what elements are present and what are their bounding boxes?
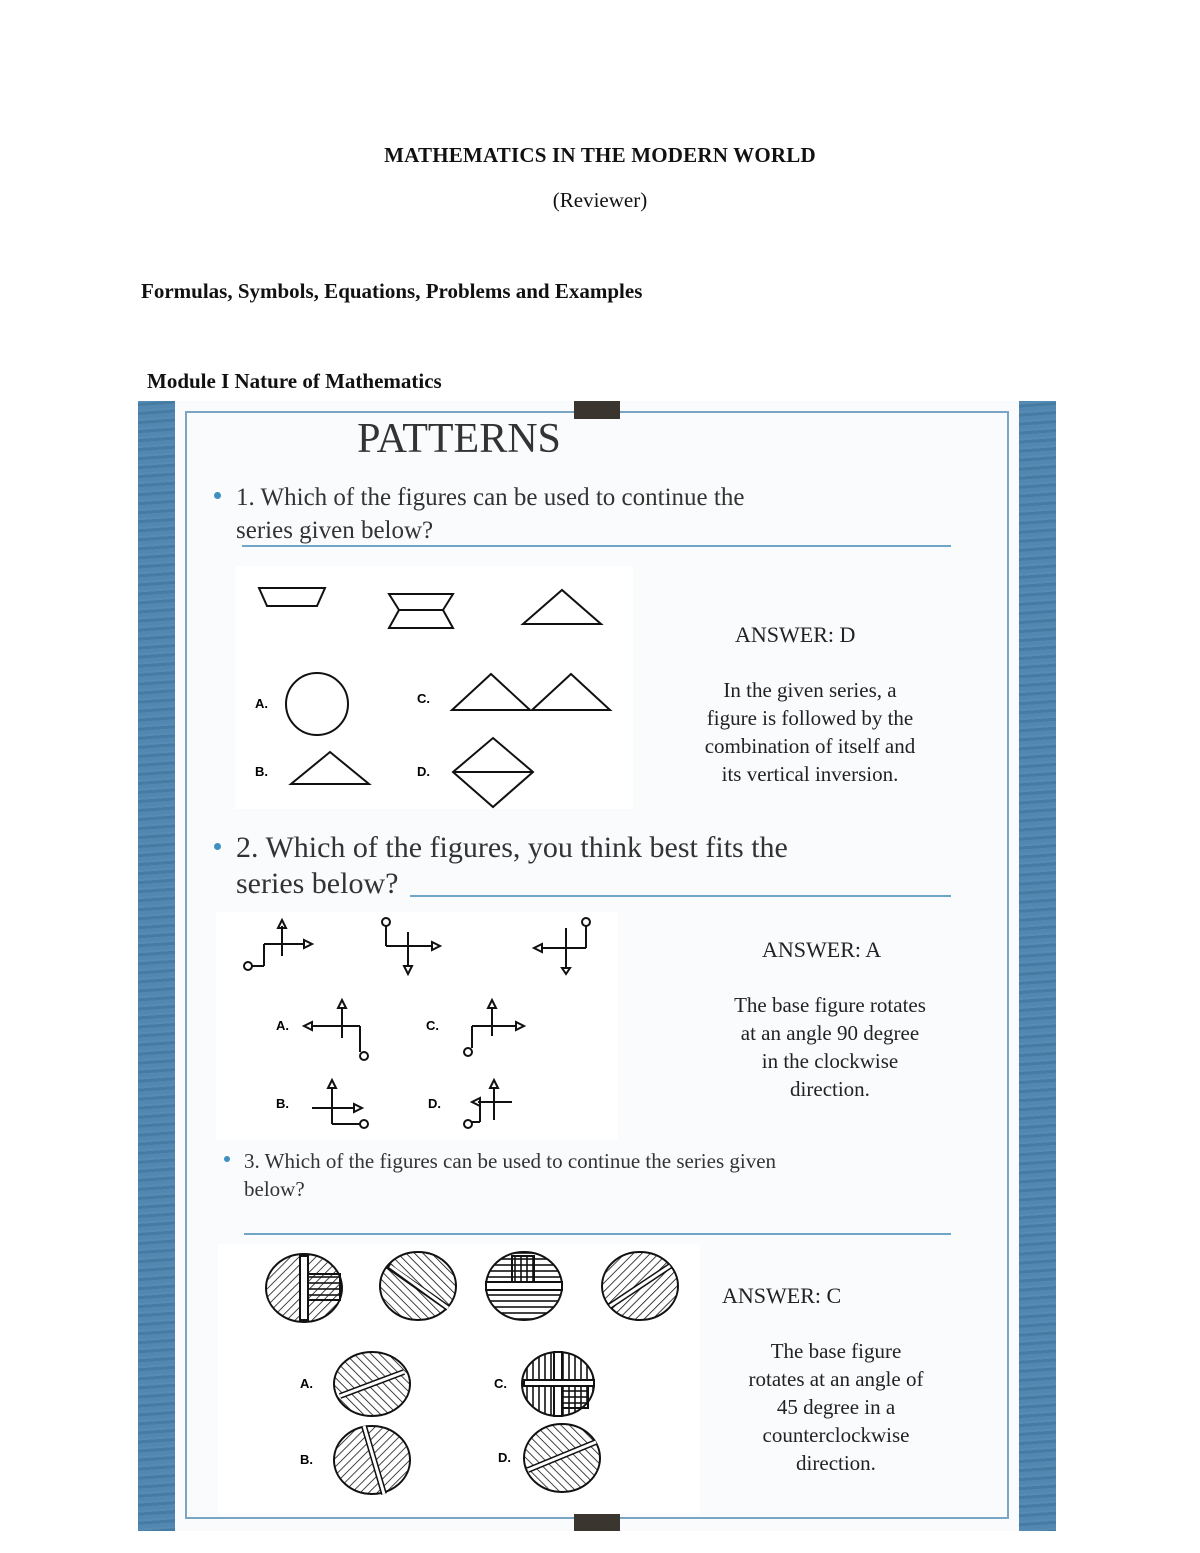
explanation-line: The base figure rotates	[734, 993, 926, 1017]
question-1-line-1: 1. Which of the figures can be used to continue the	[236, 484, 745, 511]
option-c-symbol	[464, 1000, 524, 1056]
explanation-line: The base figure	[770, 1339, 902, 1363]
question-1-line-2: series given below?	[236, 517, 434, 544]
hatched-circle-option-b	[334, 1426, 410, 1494]
binder-clip-bottom	[574, 1513, 620, 1531]
option-c-label: C.	[417, 691, 430, 706]
option-a-label: A.	[300, 1376, 313, 1391]
bullet-dot	[214, 843, 221, 850]
option-b-label: B.	[255, 764, 268, 779]
question-3-line-1: 3. Which of the figures can be used to continue the series given	[244, 1149, 777, 1173]
rotating-symbol-2	[382, 918, 440, 974]
module-heading: Module I Nature of Mathematics	[147, 369, 442, 393]
question-3-explanation	[706, 1337, 966, 1477]
double-triangle-option-c	[452, 674, 530, 710]
hatched-circle-option-a	[334, 1352, 410, 1416]
question-3-line-2: below?	[244, 1177, 305, 1201]
option-c-label: C.	[426, 1018, 439, 1033]
explanation-line: 45 degree in a	[776, 1395, 896, 1419]
option-a-label: A.	[276, 1018, 289, 1033]
option-b-symbol	[312, 1080, 368, 1128]
question-2-figure	[216, 912, 618, 1140]
explanation-line: In the given series, a	[723, 678, 897, 702]
trapezoid-shape	[259, 588, 325, 606]
question-3-rule	[244, 1233, 951, 1235]
explanation-line: counterclockwise	[762, 1423, 910, 1447]
explanation-line: its vertical inversion.	[721, 762, 899, 786]
question-3-figure	[218, 1244, 700, 1514]
doc-subtitle: (Reviewer)	[552, 188, 648, 212]
hatched-circle-3	[486, 1252, 562, 1320]
explanation-line: rotates at an angle of	[748, 1367, 924, 1391]
question-1-rule	[242, 545, 951, 547]
doc-title: MATHEMATICS IN THE MODERN WORLD	[384, 143, 816, 167]
question-2-answer: ANSWER: A	[762, 937, 882, 962]
question-2-line-2: series below?	[236, 867, 399, 900]
question-1-explanation	[658, 676, 962, 788]
question-2-line-1: 2. Which of the figures, you think best fits the	[236, 831, 788, 864]
option-b-label: B.	[300, 1452, 313, 1467]
explanation-line: in the clockwise	[761, 1049, 899, 1073]
question-1-answer: ANSWER: D	[735, 622, 856, 647]
explanation-line: at an angle 90 degree	[740, 1021, 920, 1045]
section-heading: Formulas, Symbols, Equations, Problems and Examples	[141, 279, 643, 303]
hatched-circle-4	[602, 1252, 678, 1320]
option-d-label: D.	[428, 1096, 441, 1111]
explanation-line: figure is followed by the	[706, 706, 914, 730]
option-a-symbol	[304, 1000, 368, 1060]
circle-option-a	[286, 673, 348, 735]
explanation-line: direction.	[796, 1451, 876, 1475]
slide-title: PATTERNS	[357, 416, 561, 462]
triangle-option-b	[291, 752, 369, 784]
option-c-label: C.	[494, 1376, 507, 1391]
option-d-label: D.	[498, 1450, 511, 1465]
option-d-symbol	[464, 1080, 512, 1128]
question-2-explanation	[680, 991, 980, 1103]
hatched-circle-option-d	[524, 1424, 600, 1492]
bullet-dot	[224, 1156, 230, 1162]
option-a-label: A.	[255, 696, 268, 711]
hatched-circle-1	[266, 1254, 342, 1322]
question-2-rule	[410, 895, 951, 897]
hatched-circle-option-c	[522, 1352, 594, 1416]
rotating-symbol-3	[534, 918, 590, 974]
bullet-dot	[214, 492, 221, 499]
question-3-answer: ANSWER: C	[722, 1283, 842, 1308]
rotating-symbol-1	[244, 920, 312, 970]
double-triangle-option-c-2	[532, 674, 610, 710]
question-1-figure	[235, 566, 633, 809]
triangle-shape	[523, 590, 601, 624]
option-d-label: D.	[417, 764, 430, 779]
option-b-label: B.	[276, 1096, 289, 1111]
hatched-circle-2	[380, 1252, 456, 1320]
explanation-line: direction.	[790, 1077, 870, 1101]
explanation-line: combination of itself and	[704, 734, 916, 758]
